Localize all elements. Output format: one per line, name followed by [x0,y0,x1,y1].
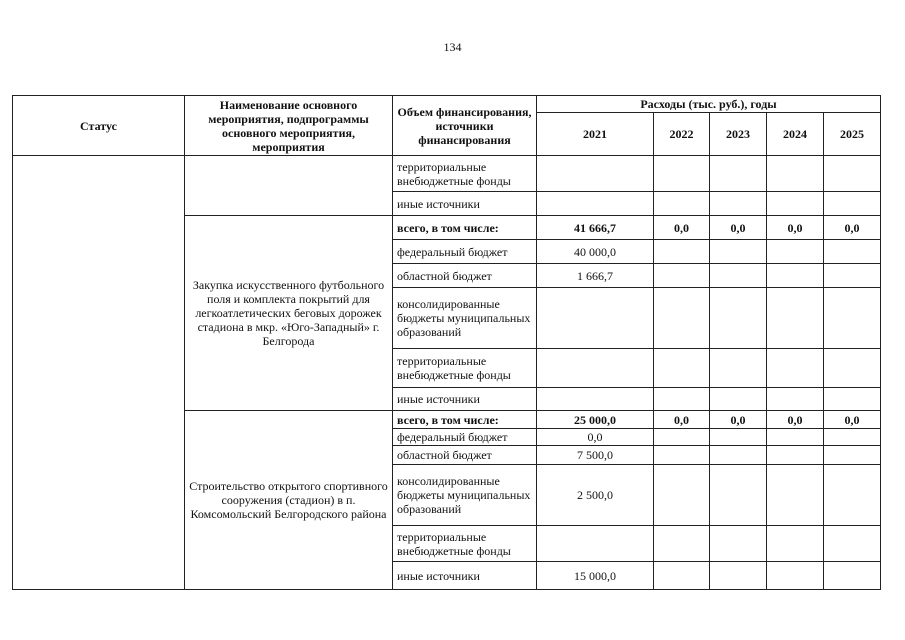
value-2023 [710,192,767,216]
header-year: 2023 [710,113,767,156]
value-2024: 0,0 [767,216,824,240]
value-2023: 0,0 [710,216,767,240]
value-2024 [767,465,824,526]
value-2024 [767,446,824,465]
value-2025 [824,156,881,192]
value-2021: 25 000,0 [537,411,654,429]
source-cell: всего, в том числе: [393,411,537,429]
value-2023 [710,240,767,264]
source-cell: областной бюджет [393,264,537,288]
source-cell: федеральный бюджет [393,240,537,264]
value-2021 [537,388,654,411]
source-cell: федеральный бюджет [393,429,537,446]
source-cell: территориальные внебюджетные фонды [393,526,537,562]
source-cell: областной бюджет [393,446,537,465]
source-cell: территориальные внебюджетные фонды [393,156,537,192]
value-2023 [710,288,767,349]
value-2024 [767,264,824,288]
value-2021: 15 000,0 [537,562,654,590]
value-2022 [654,388,710,411]
value-2022 [654,349,710,388]
value-2022: 0,0 [654,411,710,429]
value-2023 [710,156,767,192]
value-2024 [767,192,824,216]
value-2021 [537,526,654,562]
value-2023 [710,388,767,411]
event-name-cell: Закупка искусственного футбольного поля и комплекта покрытий для легкоатлетических беговых дорожек стадиона в мкр. «Юго-Западный» г. Белгорода [185,216,393,411]
value-2025 [824,388,881,411]
value-2024 [767,349,824,388]
value-2022 [654,264,710,288]
value-2024 [767,240,824,264]
value-2023 [710,349,767,388]
value-2023 [710,264,767,288]
header-year: 2022 [654,113,710,156]
value-2025 [824,465,881,526]
value-2025: 0,0 [824,216,881,240]
header-event-name: Наименование основного мероприятия, подпрограммы основного мероприятия, мероприятия [185,96,393,156]
value-2021: 41 666,7 [537,216,654,240]
header-status: Статус [13,96,185,156]
value-2024 [767,429,824,446]
value-2024 [767,526,824,562]
value-2024: 0,0 [767,411,824,429]
table-row [13,156,881,192]
value-2022 [654,192,710,216]
value-2024 [767,388,824,411]
value-2023 [710,465,767,526]
header-year: 2024 [767,113,824,156]
value-2025 [824,288,881,349]
value-2023 [710,562,767,590]
value-2021 [537,192,654,216]
header-year: 2021 [537,113,654,156]
value-2023 [710,429,767,446]
value-2025 [824,264,881,288]
source-cell: иные источники [393,388,537,411]
value-2022 [654,526,710,562]
value-2024 [767,156,824,192]
value-2021 [537,349,654,388]
value-2022 [654,562,710,590]
value-2024 [767,288,824,349]
value-2025 [824,240,881,264]
source-cell: иные источники [393,192,537,216]
value-2022 [654,156,710,192]
value-2025 [824,192,881,216]
value-2022 [654,240,710,264]
value-2022 [654,288,710,349]
value-2021: 40 000,0 [537,240,654,264]
source-cell: всего, в том числе: [393,216,537,240]
source-cell: иные источники [393,562,537,590]
value-2021: 7 500,0 [537,446,654,465]
header-expenses: Расходы (тыс. руб.), годы [537,96,881,113]
value-2022 [654,446,710,465]
source-cell: территориальные внебюджетные фонды [393,349,537,388]
financing-table [12,95,881,590]
value-2023 [710,446,767,465]
value-2022 [654,465,710,526]
value-2021 [537,288,654,349]
value-2021: 1 666,7 [537,264,654,288]
value-2022 [654,429,710,446]
status-cell [13,156,185,590]
page-number: 134 [443,40,462,54]
value-2023 [710,526,767,562]
value-2025 [824,349,881,388]
value-2025: 0,0 [824,411,881,429]
value-2025 [824,526,881,562]
header-year: 2025 [824,113,881,156]
value-2025 [824,562,881,590]
event-name-cell [185,156,393,216]
value-2022: 0,0 [654,216,710,240]
event-name-cell: Строительство открытого спортивного сооружения (стадион) в п. Комсомольский Белгородского района [185,411,393,590]
value-2021: 2 500,0 [537,465,654,526]
source-cell: консолидированные бюджеты муниципальных образований [393,288,537,349]
source-cell: консолидированные бюджеты муниципальных образований [393,465,537,526]
header-financing: Объем финансирования, источники финансирования [393,96,537,156]
value-2021 [537,156,654,192]
value-2025 [824,446,881,465]
value-2023: 0,0 [710,411,767,429]
value-2025 [824,429,881,446]
value-2021: 0,0 [537,429,654,446]
value-2024 [767,562,824,590]
